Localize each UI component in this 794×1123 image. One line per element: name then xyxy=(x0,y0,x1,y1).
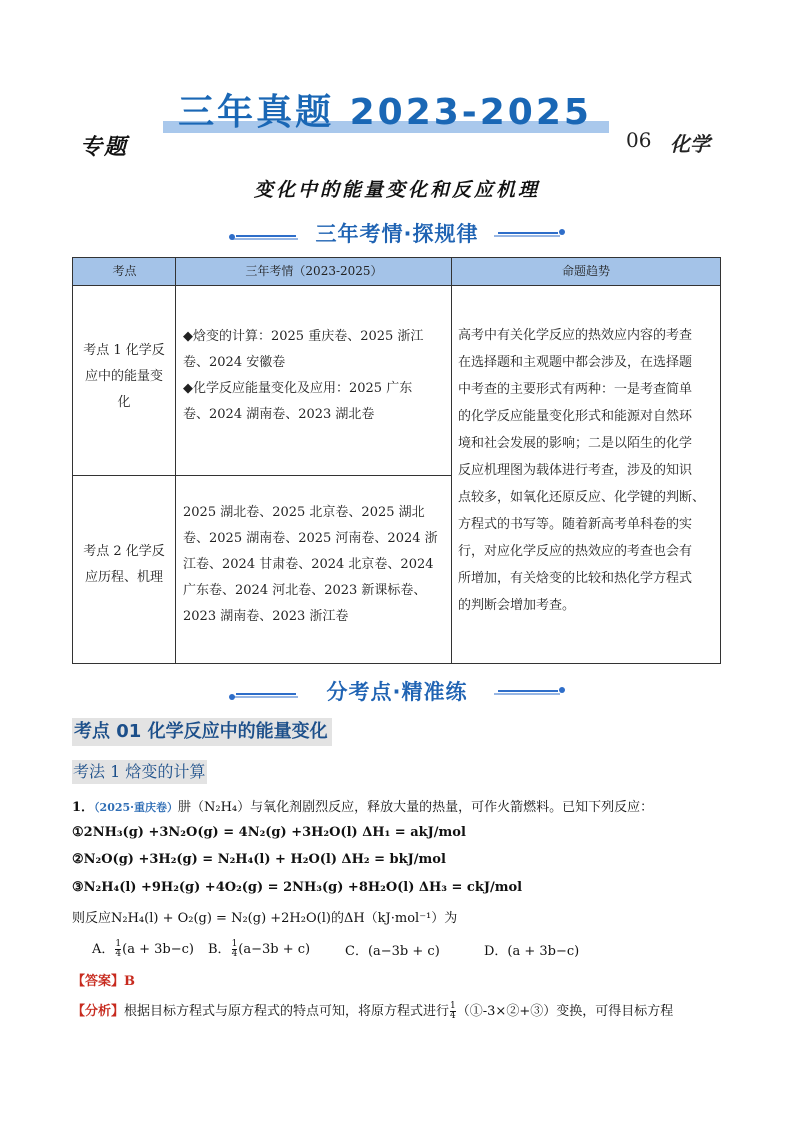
cell-line: 卷、2024 安徽卷 xyxy=(183,355,286,370)
option-b-expr: (a−3b + c) xyxy=(238,942,311,957)
option-a-expr: (a + 3b−c) xyxy=(122,942,194,957)
answer-line xyxy=(72,970,135,989)
cell-line: 江卷、2024 甘肃卷、2024 北京卷、2024 xyxy=(183,557,434,572)
kaofa-heading: 考法 1 焓变的计算 xyxy=(72,760,207,784)
cell-line: 广东卷、2024 河北卷、2023 新课标卷、 xyxy=(183,583,427,598)
section-heading-trends xyxy=(0,218,794,252)
subject-label: 化学 xyxy=(670,132,710,156)
equation-3: ③N₂H₄(l) +9H₂(g) +4O₂(g) = 2NH₃(g) +8H₂O(l) ΔH₃ = ckJ/mol xyxy=(72,880,523,895)
cell-line: 考点 1 化学反 xyxy=(83,343,165,358)
table-divider xyxy=(175,258,176,664)
section-heading-text: 三年考情·探规律 xyxy=(315,222,479,246)
table-row-2-kaodian xyxy=(73,539,175,591)
table-row-1-qing xyxy=(183,324,449,428)
table-header-qing: 三年考情（2023-2025） xyxy=(245,264,383,278)
cell-line: 卷、2025 湖南卷、2025 河南卷、2024 浙 xyxy=(183,531,438,546)
deco-line-right xyxy=(498,690,558,692)
option-b-label: B． xyxy=(208,942,231,957)
topic-number: 06 xyxy=(626,128,652,152)
cell-line: 所增加，有关焓变的比较和热化学方程式 xyxy=(458,571,693,586)
question-source: （2025·重庆卷） xyxy=(94,801,178,814)
fraction-num: 1 xyxy=(115,939,122,949)
cell-line: 在选择题和主观题中都会涉及，在选择题 xyxy=(458,355,693,370)
analysis-line xyxy=(72,1000,673,1021)
exam-trend-table xyxy=(72,257,721,664)
option-b[interactable] xyxy=(208,938,310,959)
analysis-tag: 【分析】 xyxy=(72,1004,125,1019)
cell-line: 境和社会发展的影响；二是以陌生的化学 xyxy=(458,436,693,451)
option-c[interactable]: C．(a−3b + c) xyxy=(345,944,440,959)
deco-dot-right xyxy=(559,687,565,693)
cell-line: 行，对应化学反应的热效应的考查也会有 xyxy=(458,544,693,559)
option-d[interactable]: D．(a + 3b−c) xyxy=(484,944,580,959)
cell-line: ◆化学反应能量变化及应用：2025 广东 xyxy=(183,381,413,396)
page-banner-title: 三年真题 2023-2025 xyxy=(178,92,592,133)
section-heading-practice xyxy=(0,676,794,710)
fraction-num: 1 xyxy=(231,939,238,949)
fraction-num: 1 xyxy=(450,1001,456,1011)
cell-line: 中考查的主要形式有两种：一是考查简单 xyxy=(458,382,693,397)
equation-1: ①2NH₃(g) +3N₂O(g) = 4N₂(g) +3H₂O(l) ΔH₁ = akJ/mol xyxy=(72,825,466,840)
cell-line: 应历程、机理 xyxy=(84,570,163,585)
cell-line: 2025 湖北卷、2025 北京卷、2025 湖北 xyxy=(183,505,425,520)
page-subtitle: 变化中的能量变化和反应机理 xyxy=(253,179,540,201)
deco-dot-right xyxy=(559,229,565,235)
kaodian-heading: 考点 01 化学反应中的能量变化 xyxy=(72,718,332,746)
option-a-label: A． xyxy=(92,942,115,957)
question-stem-text: 肼（N₂H₄）与氧化剂剧烈反应，释放大量的热量，可作火箭燃料。已知下列反应： xyxy=(178,800,654,815)
fraction-den: 4 xyxy=(231,949,238,959)
question-ask: 则反应N₂H₄(l) + O₂(g) = N₂(g) +2H₂O(l)的ΔH（kJ·mol⁻¹）为 xyxy=(72,911,458,926)
cell-line: 的判断会增加考查。 xyxy=(458,598,576,613)
question-number: 1． xyxy=(72,800,95,815)
topic-label: 专题 xyxy=(80,134,129,160)
table-trend-text xyxy=(458,322,720,619)
cell-line: 应中的能量变 xyxy=(84,369,163,384)
table-row-1-kaodian xyxy=(73,338,175,416)
table-header-trend: 命题趋势 xyxy=(561,264,610,278)
cell-line: 方程式的书写等。随着新高考单科卷的实 xyxy=(458,517,693,532)
section-heading-text: 分考点·精准练 xyxy=(326,680,468,704)
cell-line: ◆焓变的计算：2025 重庆卷、2025 浙江 xyxy=(183,329,424,344)
cell-line: 2023 湖南卷、2023 浙江卷 xyxy=(183,609,349,624)
fraction xyxy=(450,1002,456,1021)
cell-line: 高考中有关化学反应的热效应内容的考查 xyxy=(458,328,693,343)
cell-line: 反应机理图为载体进行考查，涉及的知识 xyxy=(458,463,693,478)
cell-line: 考点 2 化学反 xyxy=(83,544,165,559)
table-divider xyxy=(73,475,452,476)
option-a[interactable] xyxy=(92,938,194,959)
deco-line-right-2 xyxy=(494,235,560,237)
table-row-2-qing xyxy=(183,500,449,630)
fraction xyxy=(232,940,238,959)
answer-tag: 【答案】 xyxy=(72,974,125,989)
fraction-den: 4 xyxy=(450,1011,456,1021)
deco-line-right-2 xyxy=(494,693,560,695)
deco-line-right xyxy=(498,232,558,234)
equation-2: ②N₂O(g) +3H₂(g) = N₂H₄(l) + H₂O(l) ΔH₂ = bkJ/mol xyxy=(72,852,446,867)
table-divider xyxy=(451,258,452,664)
answer-value: B xyxy=(124,974,136,989)
cell-line: 化 xyxy=(117,395,131,410)
fraction-den: 4 xyxy=(115,949,122,959)
cell-line: 的化学反应能量变化形式和能源对自然环 xyxy=(458,409,693,424)
table-header-kaodian: 考点 xyxy=(112,264,137,278)
question-stem xyxy=(72,796,653,815)
analysis-text-a: 根据目标方程式与原方程式的特点可知，将原方程式进行 xyxy=(124,1004,450,1019)
cell-line: 卷、2024 湖南卷、2023 湖北卷 xyxy=(183,407,375,422)
analysis-text-b: （①-3×②+③）变换，可得目标方程 xyxy=(456,1004,674,1019)
cell-line: 点较多，如氧化还原反应、化学键的判断、 xyxy=(458,490,706,505)
fraction xyxy=(115,940,121,959)
